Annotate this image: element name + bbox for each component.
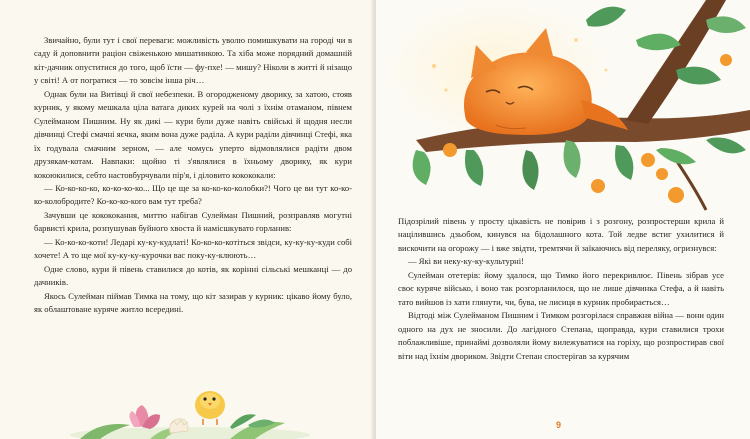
paragraph: Сулейман отетерів: йому здалося, що Тимко його перекривлює. Півень зібрав усе своє куряче військо, і воно так розгорланилося, що не лише дівчинка Стефа, а й навіть тато вийшов із хати глянути, чи, бува, не лисиця в курник пробирається…: [398, 269, 724, 307]
paragraph: Якось Сулейман піймав Тимка на тому, що кіт зазирав у курник: цікаво йому було, як облаштоване куряче житло всередині.: [34, 290, 352, 315]
page-number: 9: [556, 420, 562, 430]
flowers-and-chick-illustration: [70, 365, 310, 439]
paragraph: Підозрілий півень у просту цікавість не повірив і з розгону, розпростерши крила й націлившись дзьобом, кинувся на бідолашного кота. Той ледве встиг ухилитися й вискочити на огорожу — і вже звідти, тремтячи й заїкаючись від переляку, огризнувся:: [398, 216, 724, 253]
right-page: [376, 0, 750, 439]
paragraph: — Які ви неку-ку-ку-культурні!: [408, 256, 524, 267]
eggshell-icon: [170, 419, 188, 433]
chick-icon: [195, 391, 225, 425]
left-page: [0, 0, 374, 439]
left-page-text: [34, 34, 352, 317]
paragraph: — Ко-ко-ко-ко, ко-ко-ко-ко... Що це ще за ко-ко-ко-колобки?! Чого це ви тут ко-ко-ко-колобродите? Ко-ко-ко-кого вам тут треба?: [34, 182, 352, 207]
right-page-text: [398, 215, 724, 363]
paragraph: Відтоді між Сулейманом Пишним і Тимком розгорілася справжня війна — вони один одного на дух не зносили. До лагідного Степана, щоправда, кури ставилися трохи поблажливіше, принаймі дозволяли йому вилежуватися на горіху, що розпростирав свої віти над їхнім двориком. Звідти Степан спостерігав за курячим: [398, 310, 724, 361]
paragraph: Однак були на Витівці й свої небезпеки. В огородженому дворику, за хатою, стояв курник, у якому мешкала ціла ватага диких курей на чолі з їхнім отаманом, півнем Сулейманом Пишним. Ну як дикі — кури були дуже навіть свійські й щодня несли дівчинці Стефі смачні яєчка, яким вона дуже раділа. А кури раділи дівчинці Стефі, яка їх годувала смачним зерном, — але чомусь уперто відмовлялися радіти двом друзякам-котам. Навпаки: щойно ті з'являлися в їхньому дворику, як кури кокоюкилися, себто настовбурчували пір'я, і діловито кокококали:: [34, 88, 352, 180]
paragraph: — Ко-ко-ко-коти! Ледарі ку-ку-кудлаті! Ко-ко-ко-котіться звідси, ку-ку-ку-куди собі хочете! А то ще мої ку-ку-ку-курочки вас поку-ку-клюють…: [34, 236, 352, 261]
cat-on-branch-illustration: [376, 0, 750, 240]
paragraph: Одне слово, кури й півень ставилися до котів, як корінні сільські мешканці — до дачників.: [34, 263, 352, 288]
pink-flower-icon: [129, 405, 160, 429]
paragraph: Звичайно, були тут і свої переваги: можливість уволю помишкувати на городі чи в саду й доповнити раціон свіженькою мишатинкою. Та хіба може порядний домашній кіт-дачник опуститися до того, щоб їсти — фу-пхе! — мишу? Ніколи в житті й нізащо у світі! А от погратися — то зовсім інша річ…: [34, 35, 352, 86]
paragraph: Зачувши це кокококання, миттю набігав Сулейман Пишний, розправляв могутні барвисті крила, розпушував буйного хвоста й намісшкувато горланив:: [34, 209, 352, 234]
